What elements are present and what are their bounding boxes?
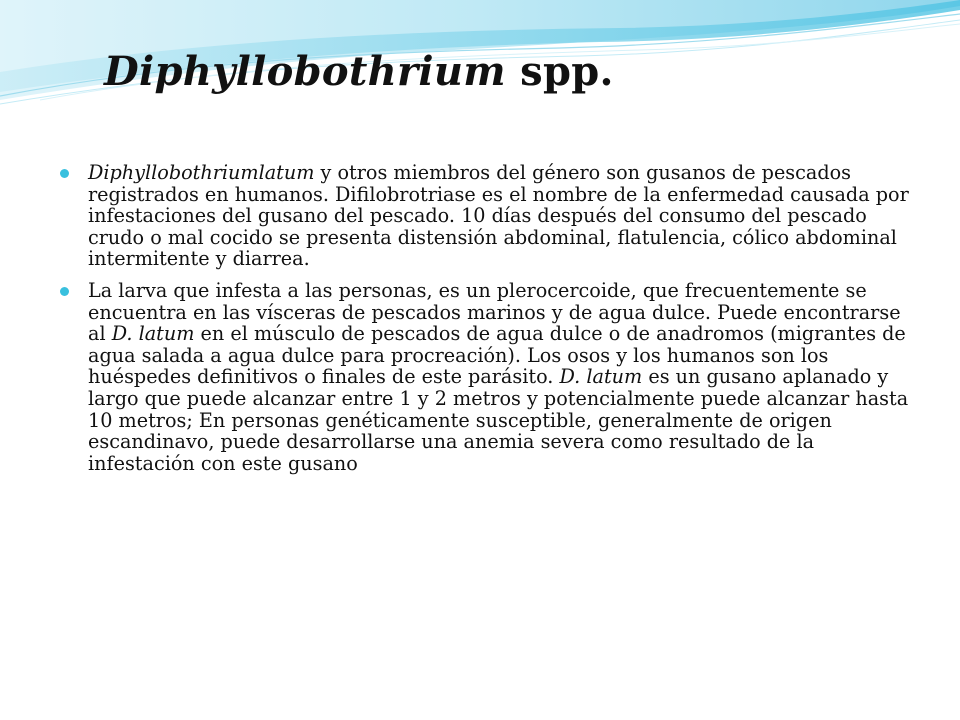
bullet-dot-icon (60, 169, 69, 178)
bullet-list (60, 162, 910, 484)
bullet-text-part-2: en el músculo de pescados de agua dulce o de anadromos (migrantes de agua salada a agua dulce para procreación). Los osos y los humanos son los huéspedes definitivos o finales de este parásito. (88, 322, 906, 389)
bullet-text: y otros miembros del género son gusanos de pescados registrados en humanos. Difilobrotriase es el nombre de la enfermedad causada por infestaciones del gusano del pescado. 10 días después del consumo del pescado crudo o mal cocido se presenta distensión abdominal, flatulencia, cólico abdominal intermitente y diarrea. (88, 161, 909, 271)
title-period: . (599, 48, 614, 95)
title-genus: Diphyllobothrium (104, 48, 506, 95)
bullet-item-2 (60, 280, 910, 474)
title-spp: spp (505, 48, 600, 95)
bullet-dot-icon (60, 287, 69, 296)
bullet-text-part-3: es un gusano aplanado y largo que puede alcanzar entre 1 y 2 metros y potencialmente puede alcanzar hasta 10 metros; En personas genéticamente susceptible, generalmente de origen escandinavo, puede desarrollarse una anemia severa como resultado de la infestación con este gusano (88, 365, 909, 475)
species-name: D. latum (111, 322, 195, 346)
species-name: D. latum (559, 365, 643, 389)
bullet-item-1 (60, 162, 910, 270)
species-name: Diphyllobothriumlatum (88, 161, 315, 184)
slide-title (104, 48, 614, 95)
bullet-text-part-1: La larva que infesta a las personas, es un plerocercoide, que frecuentemente se encuentra en las vísceras de pescados marinos y de agua dulce. Puede encontrarse al (88, 278, 901, 346)
